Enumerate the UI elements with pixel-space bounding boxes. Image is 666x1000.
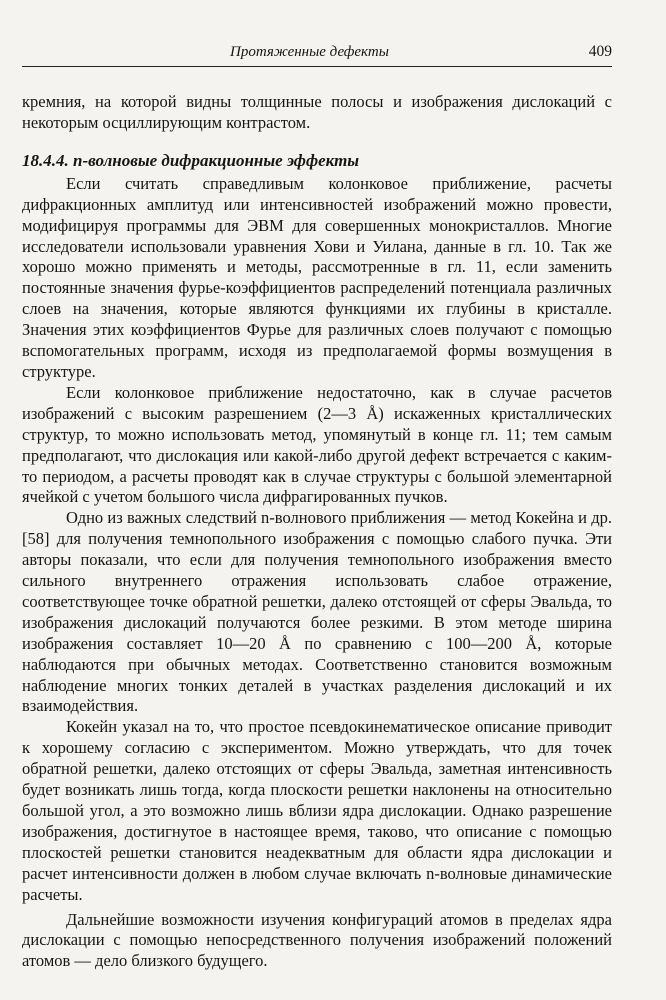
paragraph-2: Если колонковое приближение недостаточно, как в случае расчетов изображений с высоким разрешением (2—3 Å) искаженных кристаллических структур, то можно использовать метод, упомянутый в конце гл. 11; тем самым предполагают, что дислокация или какой-либо другой дефект встречается с каким-то периодом, а расчеты проводят как в случае структуры с большой элементарной ячейкой с учетом большого числа дифрагированных пучков. <box>22 382 612 507</box>
running-header <box>22 42 612 67</box>
paragraph-4: Кокейн указал на то, что простое псевдокинематическое описание приводит к хорошему согласию с экспериментом. Можно утверждать, что для точек обратной решетки, далеко отстоящих от сферы Эвальда, заметная интенсивность будет возникать лишь тогда, когда плоскости решетки наклонены на относительно большой угол, а это возможно лишь вблизи ядра дислокации. Однако разрешение изображения, достигнутое в настоящее время, таково, что описание с помощью плоскостей решетки становится неадекватным для области ядра дислокации и расчет интенсивности должен в любом случае включать n-волновые динамические расчеты. <box>22 717 612 904</box>
running-title: Протяженные дефекты <box>230 44 389 60</box>
continued-paragraph: кремния, на которой видны толщинные полосы и изображения дислокаций с некоторым осциллирующим контрастом. <box>22 92 612 132</box>
paragraph-3: Одно из важных следствий n-волнового приближения — метод Кокейна и др. [58] для получения темнопольного изображения с помощью слабого пучка. Эти авторы показали, что если для получения темнопольного изображения вместо сильного внутреннего отражения использовать слабое отражение, соответствующее точке обратной решетки, далеко отстоящей от сферы Эвальда, то изображения дислокаций получаются более резкими. В этом методе ширина изображения составляет 10—20 Å по сравнению с 100—200 Å, которые наблюдаются при обычных методах. Соответственно становится возможным наблюдение многих тонких деталей в участках разделения дислокаций и их взаимодействия. <box>22 508 612 716</box>
paragraph-1: Если считать справедливым колонковое приближение, расчеты дифракционных амплитуд или интенсивностей изображений можно провести, модифицируя программы для ЭВМ для совершенных монокристаллов. Многие исследователи использовали уравнения Хови и Уилана, данные в гл. 10. Так же хорошо можно применять и методы, рассмотренные в гл. 11, если заменить постоянные значения фурье-коэффициентов распределений потенциала различных слоев на значения, которые являются функциями их глубины в кристалле. Значения этих коэффициентов Фурье для различных слоев получают с помощью вспомогательных программ, исходя из предполагаемой формы возмущения в структуре. <box>22 173 612 381</box>
paragraph-5: Дальнейшие возможности изучения конфигураций атомов в пределах ядра дислокации с помощью непосредственного получения изображений положений атомов — дело близкого будущего. <box>22 909 612 971</box>
page-number: 409 <box>588 43 612 60</box>
section-heading: 18.4.4. n-волновые дифракционные эффекты <box>22 150 360 170</box>
page-body <box>22 92 612 972</box>
